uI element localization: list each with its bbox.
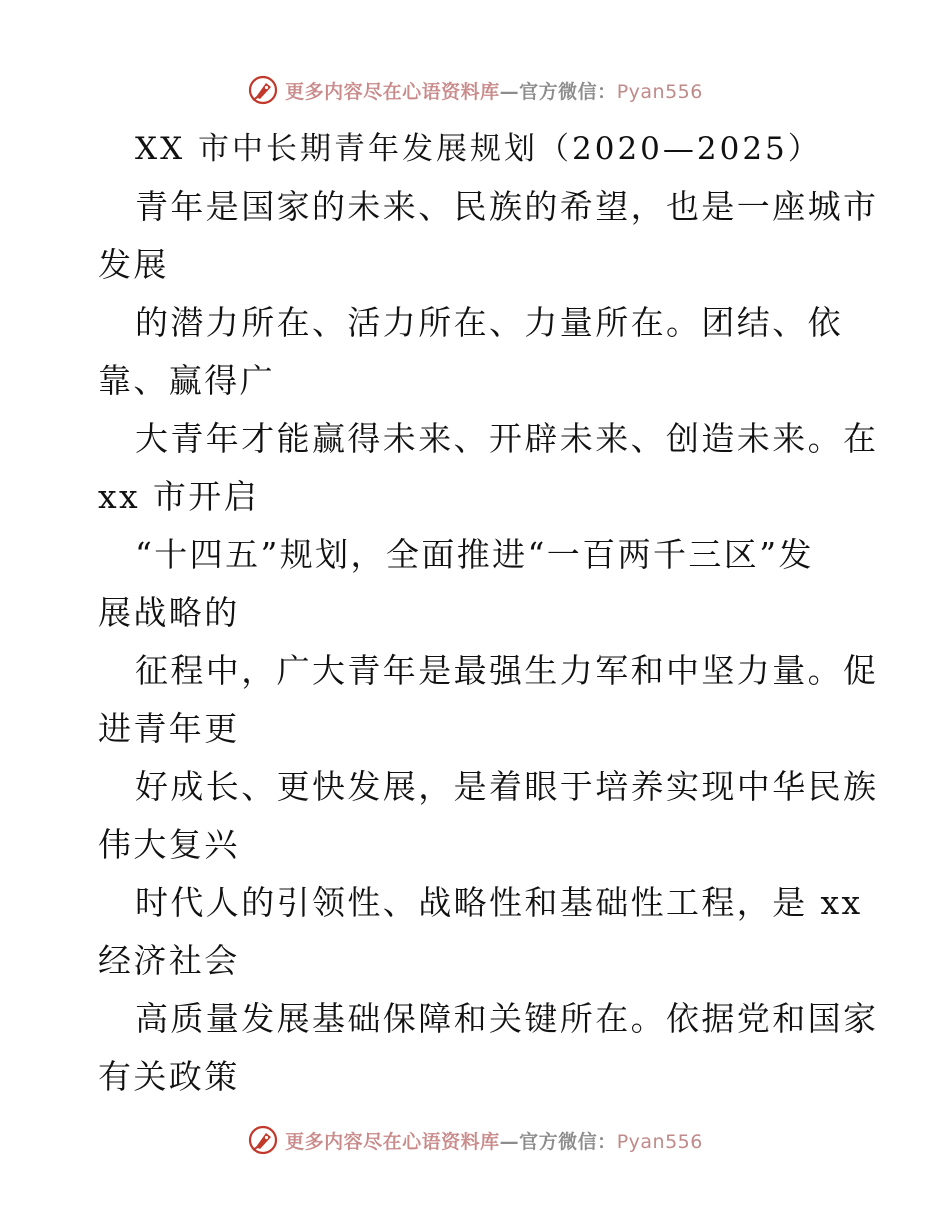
body-line: 的潜力所在、活力所在、力量所在。团结、依 (135, 303, 843, 342)
banner-label: 官方微信： (519, 80, 617, 103)
banner-main-text: 更多内容尽在心语资料库 (285, 1130, 500, 1153)
body-line: 经济社会 (98, 941, 240, 980)
body-line: 展战略的 (98, 593, 240, 632)
document-title: XX 市中长期青年发展规划（2020—2025） (135, 131, 822, 167)
body-line: 伟大复兴 (98, 825, 240, 864)
banner-main-text: 更多内容尽在心语资料库 (285, 80, 500, 103)
body-line: 有关政策 (98, 1057, 240, 1096)
document-body (98, 120, 879, 1106)
banner-account: Pyan556 (616, 80, 703, 103)
body-line: 发展 (98, 245, 169, 284)
body-line: 进青年更 (98, 709, 240, 748)
pen-nib-logo-icon (247, 1124, 279, 1156)
banner-dash: — (499, 80, 520, 103)
body-line: 征程中，广大青年是最强生力军和中坚力量。促 (135, 651, 879, 690)
footer-banner (0, 1120, 950, 1160)
header-banner (0, 70, 950, 110)
banner-text (285, 1127, 703, 1154)
pen-nib-logo-icon (247, 74, 279, 106)
body-line: xx 市开启 (98, 477, 260, 516)
body-line: 大青年才能赢得未来、开辟未来、创造未来。在 (135, 419, 879, 458)
banner-label: 官方微信： (519, 1130, 617, 1153)
banner-account: Pyan556 (616, 1130, 703, 1153)
body-line: 高质量发展基础保障和关键所在。依据党和国家 (135, 999, 879, 1038)
body-line: “十四五”规划，全面推进“一百两千三区”发 (135, 535, 814, 574)
body-line: 青年是国家的未来、民族的希望，也是一座城市 (135, 187, 879, 226)
body-line: 好成长、更快发展，是着眼于培养实现中华民族 (135, 767, 879, 806)
banner-dash: — (499, 1130, 520, 1153)
body-line: 时代人的引领性、战略性和基础性工程，是 xx (135, 883, 863, 922)
banner-text (285, 77, 703, 104)
body-line: 靠、赢得广 (98, 361, 275, 400)
